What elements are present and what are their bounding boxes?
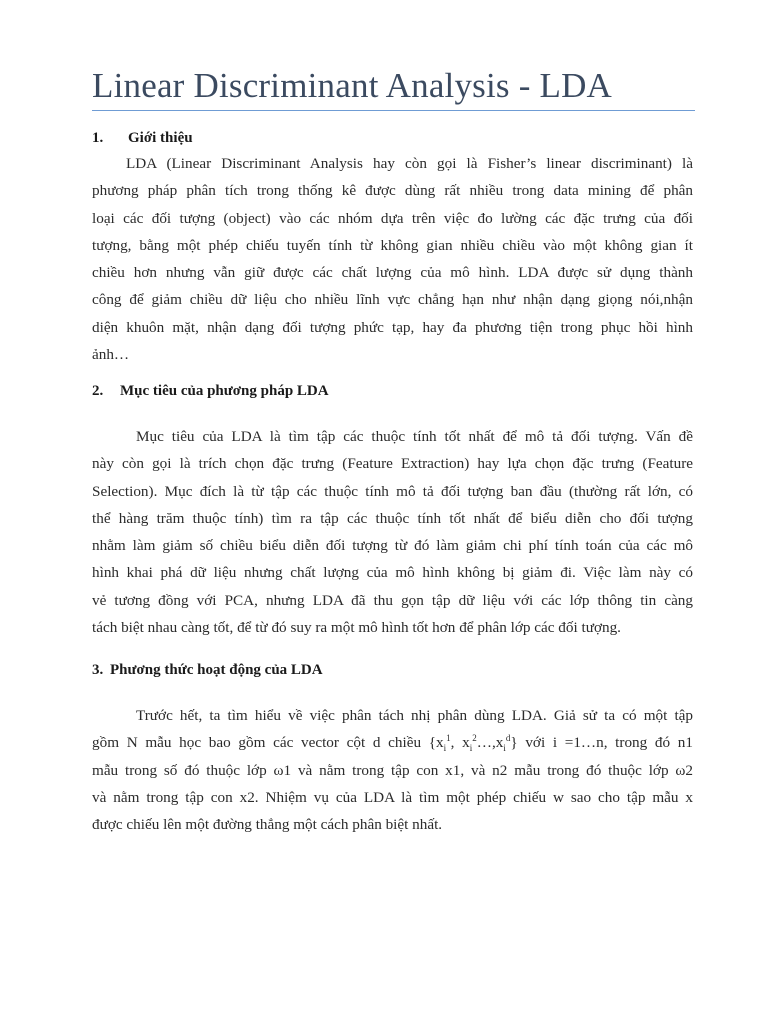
section-1-paragraph (92, 150, 693, 368)
text-line-formula: gồm N mẫu học bao gồm các vector cột d chiều {$x_i^1$, $x_i^2\dots,x_i^d$} với i =1…n, trong đó n1 (92, 733, 693, 754)
text-line: LDA (Linear Discriminant Analysis hay còn gọi là Fisher’s linear discriminant) là (126, 155, 693, 172)
text-line: diện khuôn mặt, nhận dạng đối tượng phức tạp, hay đa phương tiện trong phục hồi hình (92, 318, 693, 336)
text-line: hình khai phá dữ liệu nhưng chất lượng của mô hình không bị giảm đi. Việc làm này có (92, 564, 693, 582)
text-line: Selection). Mục đích là từ tập các thuộc tính mô tả đối tượng ban đầu (thường rất lớn, có (92, 482, 693, 500)
section-number: 2. (92, 383, 104, 399)
text-line: này còn gọi là trích chọn đặc trưng (Feature Extraction) hay lựa chọn đặc trưng (Feature (92, 455, 693, 473)
section-number: 3. (92, 662, 104, 678)
section-2-heading (92, 383, 329, 400)
text-line: ảnh… (92, 346, 130, 364)
text-line: công để giảm chiều dữ liệu cho nhiều lĩnh vực chẳng hạn như nhận dạng giọng nói,nhận (92, 291, 693, 309)
text-line: Mục tiêu của LDA là tìm tập các thuộc tính tốt nhất để mô tả đối tượng. Vấn đề (136, 428, 693, 445)
section-title: Phương thức hoạt động của LDA (110, 662, 323, 678)
text-line: thể hàng trăm thuộc tính) tìm ra tập các thuộc tính tốt nhất để biểu diễn cho đối tượng (92, 509, 693, 527)
document-title: Linear Discriminant Analysis - LDA (92, 66, 613, 105)
text-line: tách biệt nhau càng tốt, để từ đó suy ra một mô hình tốt hơn để phân lớp các đối tượng. (92, 619, 621, 637)
text-line: và nằm trong tập con x2. Nhiệm vụ của LDA là tìm một phép chiếu w sao cho tập mẫu x (92, 788, 693, 806)
section-title: Mục tiêu của phương pháp LDA (120, 383, 329, 399)
section-title: Giới thiệu (128, 130, 193, 146)
text-line: loại các đối tượng (object) vào các nhóm dựa trên việc đo lường các đặc trưng của đối (92, 209, 693, 227)
section-number: 1. (92, 130, 104, 146)
text-line: vẻ tương đồng với PCA, nhưng LDA đã thu gọn tập dữ liệu với các lớp thông tin càng (92, 591, 693, 609)
section-3-heading (92, 662, 323, 679)
text-line: chiều hơn nhưng vẫn giữ được các chất lượng của mô hình. LDA được sử dụng thành (92, 264, 693, 282)
text-line: nhằm làm giảm số chiều biểu diễn đối tượng từ đó làm giảm chi phí tính toán của các mô (92, 537, 693, 555)
text-line: tượng, bằng một phép chiếu tuyến tính từ không gian nhiều chiều vào một không gian ít (92, 236, 693, 254)
title-underline (92, 110, 695, 111)
text-line: phương pháp phân tích trong thống kê được dùng rất nhiều trong data mining để phân (92, 182, 693, 200)
section-2-paragraph (92, 423, 693, 641)
text-line: Trước hết, ta tìm hiểu về việc phân tách nhị phân dùng LDA. Giả sử ta có một tập (136, 707, 693, 724)
text-line: mẫu trong số đó thuộc lớp ω1 và nằm trong tập con x1, và n2 mẫu trong đó thuộc lớp ω2 (92, 761, 693, 779)
text-line: được chiếu lên một đường thẳng một cách phân biệt nhất. (92, 816, 443, 834)
section-1-heading (92, 130, 193, 147)
section-3-paragraph (92, 702, 693, 838)
